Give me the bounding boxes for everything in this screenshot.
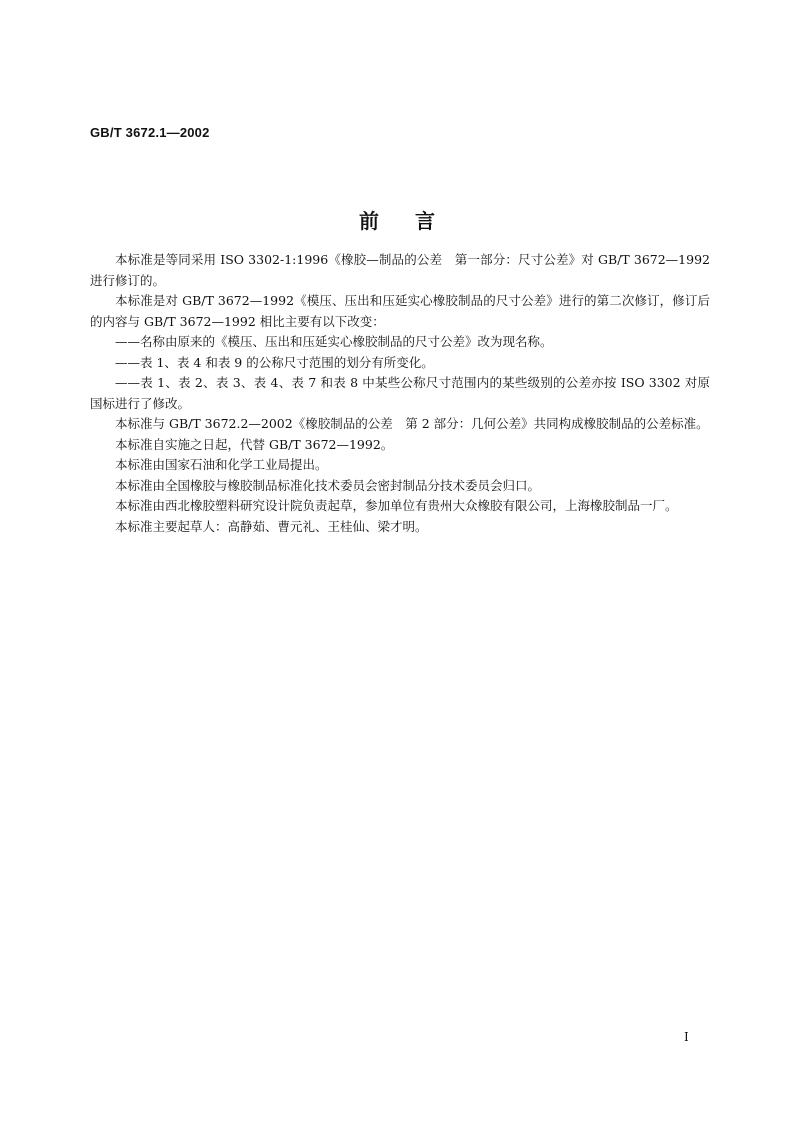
- paragraph: 本标准是对 GB/T 3672—1992《模压、压出和压延实心橡胶制品的尺寸公差》进行的第二次修订，修订后的内容与 GB/T 3672—1992 相比主要有以下改变：: [90, 293, 710, 329]
- list-item: ——表 1、表 4 和表 9 的公称尺寸范围的划分有所变化。: [115, 354, 434, 370]
- page-title: 前言: [359, 209, 471, 233]
- preface-body: [90, 250, 710, 537]
- paragraph: 本标准由全国橡胶与橡胶制品标准化技术委员会密封制品分技术委员会归口。: [115, 477, 541, 493]
- page-number: I: [684, 1030, 689, 1044]
- paragraph: 本标准由国家石油和化学工业局提出。: [115, 457, 328, 472]
- paragraph: 本标准主要起草人：高静茹、曹元礼、王桂仙、梁才明。: [115, 518, 428, 534]
- paragraph: 本标准与 GB/T 3672.2—2002《橡胶制品的公差 第 2 部分：几何公差》共同构成橡胶制品的公差标准。: [115, 416, 709, 431]
- paragraph: 本标准自实施之日起，代替 GB/T 3672—1992。: [115, 436, 394, 452]
- list-item: ——名称由原来的《模压、压出和压延实心橡胶制品的尺寸公差》改为现名称。: [115, 334, 553, 349]
- paragraph: 本标准由西北橡胶塑料研究设计院负责起草，参加单位有贵州大众橡胶有限公司，上海橡胶制品一厂。: [115, 498, 678, 513]
- list-item: ——表 1、表 2、表 3、表 4、表 7 和表 8 中某些公称尺寸范围内的某些级别的公差亦按 ISO 3302 对原国标进行了修改。: [90, 375, 710, 411]
- standard-number: GB/T 3672.1—2002: [90, 125, 210, 140]
- paragraph: 本标准是等同采用 ISO 3302-1:1996《橡胶—制品的公差 第一部分：尺寸公差》对 GB/T 3672—1992 进行修订的。: [90, 252, 710, 288]
